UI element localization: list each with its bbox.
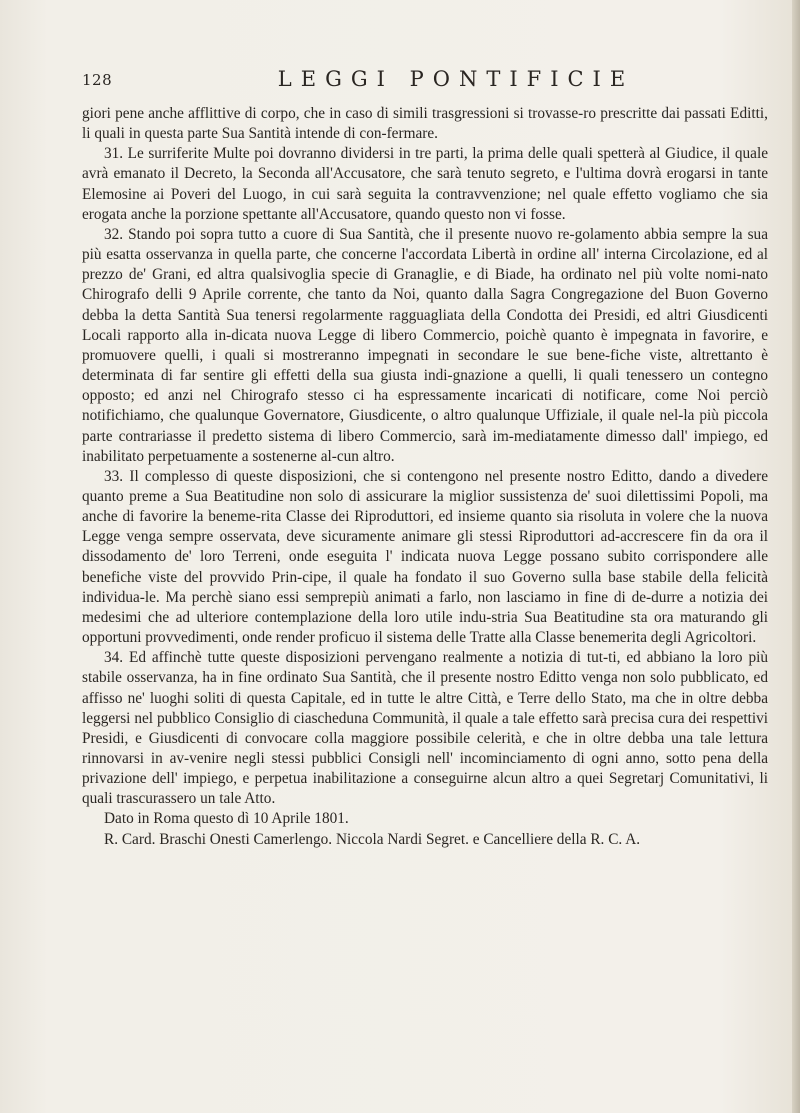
page-body (82, 104, 768, 850)
paragraph-section-31: 31. Le surriferite Multe poi dovranno dividersi in tre parti, la prima delle quali spetterà al Giudice, il quale avrà emanato il Decreto, la Seconda all'Accusatore, che sarà tenuto segreto, e l'ultima dovrà erogarsi in tante Elemosine ai Poveri del Luogo, in cui sarà seguita la contravvenzione; nel quale effetto vogliamo che sia erogata anche la porzione spettante all'Accusatore, quando questo non vi fosse. (82, 145, 768, 223)
page-number: 128 (82, 71, 113, 89)
paragraph-continuation: giori pene anche afflittive di corpo, che in caso di simili trasgressioni si trovasse-ro prescritte dai passati Editti, li quali in questa parte Sua Santità intende di con-fermare. (82, 105, 768, 143)
page-edge-shadow (792, 0, 800, 1113)
paragraph-section-34: 34. Ed affinchè tutte queste disposizioni pervengano realmente a notizia di tut-ti, ed abbiano la loro più stabile osservanza, ha in fine ordinato Sua Santità, che il presente nostro Editto venga non solo pubblicato, ed affisso ne' luoghi soliti di questa Capitale, ed in tutte le altre Città, e Terre dello Stato, ma che in oltre debba leggersi nel pubblico Consiglio di ciascheduna Communità, il quale a tale effetto sarà precisa cura dei respettivi Presidi, e Giusdicenti di convocare colla maggiore possibile celerità, e che in oltre debba una tale lettura rinnovarsi in av-venire negli stessi pubblici Consigli nell' incominciamento di ogni anno, sotto pena della privazione dell' impiego, e perpetua inabilitazione a conseguirne alcun altro a quei Segretarj Comunitativi, li quali trascurassero un tale Atto. (82, 649, 768, 808)
signature-line: R. Card. Braschi Onesti Camerlengo. Niccola Nardi Segret. e Cancelliere della R. C. A. (104, 830, 641, 848)
paragraph-section-33: 33. Il complesso di queste disposizioni, che si contengono nel presente nostro Editto, dando a divedere quanto preme a Sua Beatitudine non solo di assicurare la miglior sussistenza de' suoi dilettissimi Popoli, ma anche di favorire la beneme-rita Classe dei Riproduttori, ed insieme quanto sia risoluta in volere che la nuova Legge venga sempre osservata, deve sicuramente animare gli stessi Riproduttori ad-accrescere fin da ora il dissodamento de' loro Terreni, onde eseguita l' indicata nuova Legge possano subito corrispondere alle benefiche viste del provvido Prin-cipe, il quale ha fondato il suo Governo sulla base stabile della felicità individua-le. Ma perchè siano essi semprepiù animati a farlo, non lasciamo in fine di de-durre a notizia dei medesimi che ad ulteriore contemplazione della loro utile indu-stria Sua Beatitudine sta ora maturando gli opportuni provvedimenti, onde render proficuo il sistema delle Tratte alla Classe benemerita degli Agricoltori. (82, 467, 768, 647)
page-header (82, 67, 768, 95)
date-line: Dato in Roma questo dì 10 Aprile 1801. (104, 810, 349, 828)
paragraph-section-32: 32. Stando poi sopra tutto a cuore di Sua Santità, che il presente nuovo re-golamento abbia sempre la sua più esatta osservanza in quella parte, che concerne l'accordata Libertà in ordine all' interna Circolazione, ed al prezzo de' Grani, ed altra qualsivoglia specie di Granaglie, e di Biade, ha ordinato nel più volte nomi-nato Chirografo delli 9 Aprile corrente, che tanto da Noi, quanto dalla Sagra Congregazione del Buon Governo debba la detta Santità Sua tenersi regolarmente ragguagliata della Condotta dei Presidi, ed altri Giusdicenti Locali rapporto alla in-dicata nuova Legge di libero Commercio, poichè quanto è impegnata in favorire, e promuovere quelli, i quali si mostreranno impegnati in secondare le sue bene-fiche viste, altrettanto è determinata di far sentire gli effetti della sua giusta indi-gnazione a quelli, li quali tenessero un contegno opposto; ed anzi nel Chirografo stesso ci ha espressamente incaricati di notificare, come Noi perciò notifichiamo, che qualunque Governatore, Giusdicente, o altro qualunque Uffiziale, il quale nel-la più piccola parte contrariasse il predetto sistema di libero Commercio, sarà im-mediatamente dimesso dall' impiego, ed inabilitato perpetuamente a sostenerne al-cun altro. (82, 225, 768, 465)
running-title: LEGGI PONTIFICIE (277, 67, 635, 91)
